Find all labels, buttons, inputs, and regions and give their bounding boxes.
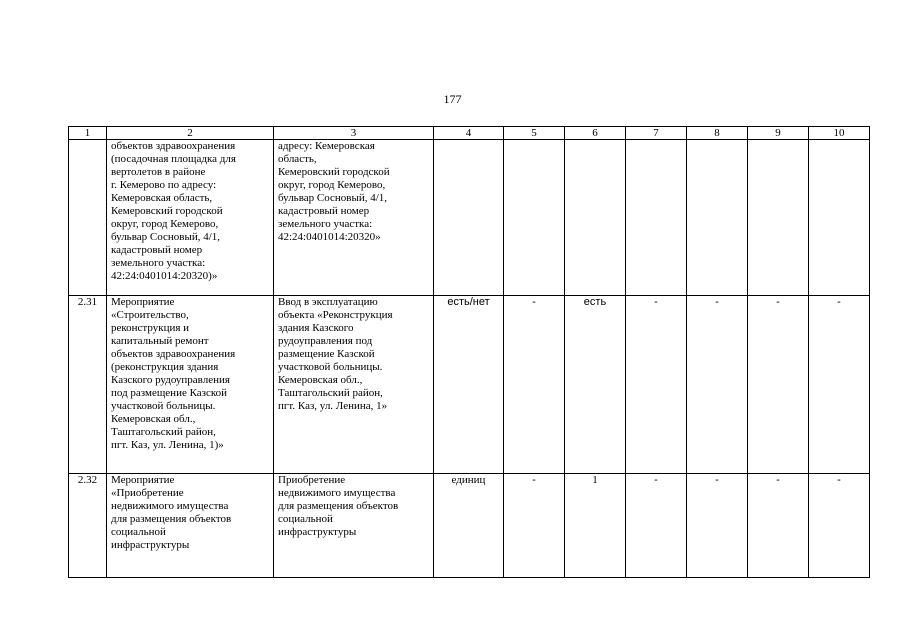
unit-cell: единиц xyxy=(434,474,504,578)
column-header: 5 xyxy=(504,127,565,140)
column-header: 2 xyxy=(107,127,274,140)
event-cell: Мероприятие «Приобретение недвижимого имущества для размещения объектов социальной инфраструктуры xyxy=(107,474,274,578)
value-cell: - xyxy=(504,474,565,578)
column-header: 6 xyxy=(565,127,626,140)
indicator-cell: Ввод в эксплуатацию объекта «Реконструкция здания Казского рудоуправления под размещение Казской участковой больницы. Кемеровская обл., Таштагольский район, пгт. Каз, ул. Ленина, 1» xyxy=(274,296,434,474)
value-cell: - xyxy=(626,474,687,578)
table-row xyxy=(69,474,870,578)
table-row xyxy=(69,140,870,296)
column-header: 1 xyxy=(69,127,107,140)
column-header: 8 xyxy=(687,127,748,140)
value-cell: 1 xyxy=(565,474,626,578)
value-cell: есть xyxy=(565,296,626,474)
value-cell: - xyxy=(809,296,870,474)
value-cell: - xyxy=(626,296,687,474)
page-number: 177 xyxy=(443,92,462,106)
value-cell xyxy=(687,140,748,296)
value-cell: - xyxy=(687,474,748,578)
row-number xyxy=(69,140,107,296)
value-cell xyxy=(809,140,870,296)
value-cell: - xyxy=(748,296,809,474)
value-cell xyxy=(565,140,626,296)
indicators-table xyxy=(68,126,870,578)
header-row xyxy=(69,127,870,140)
table-row xyxy=(69,296,870,474)
column-header: 3 xyxy=(274,127,434,140)
event-cell: Мероприятие «Строительство, реконструкция и капитальный ремонт объектов здравоохранения (реконструкция здания Казского рудоуправления под размещение Казской участковой больницы. Кемеровская обл., Таштагольский район, пгт. Каз, ул. Ленина, 1)» xyxy=(107,296,274,474)
value-cell: - xyxy=(809,474,870,578)
value-cell: - xyxy=(504,296,565,474)
value-cell xyxy=(504,140,565,296)
value-cell xyxy=(626,140,687,296)
column-header: 4 xyxy=(434,127,504,140)
column-header: 7 xyxy=(626,127,687,140)
column-header: 10 xyxy=(809,127,870,140)
value-cell: - xyxy=(748,474,809,578)
value-cell: - xyxy=(687,296,748,474)
value-cell xyxy=(748,140,809,296)
indicator-cell: Приобретение недвижимого имущества для размещения объектов социальной инфраструктуры xyxy=(274,474,434,578)
indicator-cell: адресу: Кемеровская область, Кемеровский городской округ, город Кемерово, бульвар Сосновый, 4/1, кадастровый номер земельного участка: 42:24:0401014:20320» xyxy=(274,140,434,296)
unit-cell: есть/нет xyxy=(434,296,504,474)
event-cell: объектов здравоохранения (посадочная площадка для вертолетов в районе г. Кемерово по адресу: Кемеровская область, Кемеровский городской округ, город Кемерово, бульвар Сосновый, 4/1, кадастровый номер земельного участка: 42:24:0401014:20320)» xyxy=(107,140,274,296)
column-header: 9 xyxy=(748,127,809,140)
unit-cell xyxy=(434,140,504,296)
row-number: 2.32 xyxy=(69,474,107,578)
row-number: 2.31 xyxy=(69,296,107,474)
